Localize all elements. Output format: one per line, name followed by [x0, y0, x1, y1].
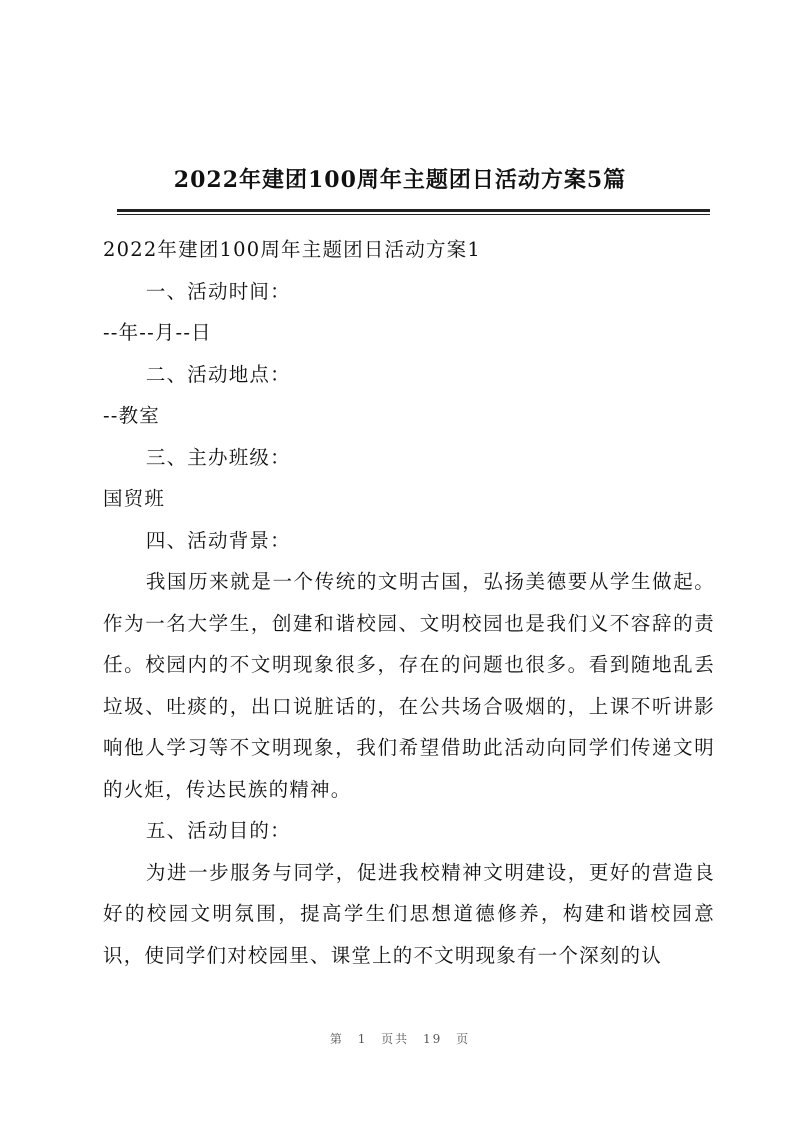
footer-page-number: 1 — [357, 1032, 368, 1046]
heading-time: 一、活动时间： — [145, 279, 291, 303]
heading-organizer: 三、主办班级： — [145, 445, 291, 469]
footer-prefix: 第 — [329, 1032, 344, 1046]
heading-background: 四、活动背景： — [145, 528, 291, 552]
value-time: --年--月--日 — [103, 321, 212, 344]
paragraph-goal: 为进一步服务与同学，促进我校精神文明建设，更好的营造良好的校园文明氛围，提高学生们思想道德修养，构建和谐校园意识，使同学们对校园里、课堂上的不文明现象有一个深刻的认 — [103, 860, 715, 967]
heading-goal: 五、活动目的： — [145, 819, 291, 842]
title-divider-thin — [117, 214, 710, 215]
section-title: 2022年建团100周年主题团日活动方案1 — [103, 238, 481, 261]
page-title: 2022年建团100周年主题团日活动方案5篇 — [173, 167, 627, 193]
title-divider — [117, 209, 710, 212]
footer-middle: 页共 — [381, 1032, 410, 1046]
page-footer — [0, 1030, 800, 1047]
heading-location: 二、活动地点： — [145, 362, 291, 386]
paragraph-background: 我国历来就是一个传统的文明古国，弘扬美德要从学生做起。作为一名大学生，创建和谐校园、文明校园也是我们义不容辞的责任。校园内的不文明现象很多，存在的问题也很多。看到随地乱丢垃圾、吐痰的，出口说脏话的，在公共场合吸烟的，上课不听讲影响他人学习等不文明现象，我们希望借助此活动向同学们传递文明的火炬，传达民族的精神。 — [103, 570, 715, 801]
footer-total-pages: 19 — [423, 1032, 443, 1046]
value-location: --教室 — [103, 404, 160, 427]
value-organizer: 国贸班 — [103, 487, 166, 510]
document-body — [103, 229, 715, 976]
footer-suffix: 页 — [456, 1032, 471, 1046]
